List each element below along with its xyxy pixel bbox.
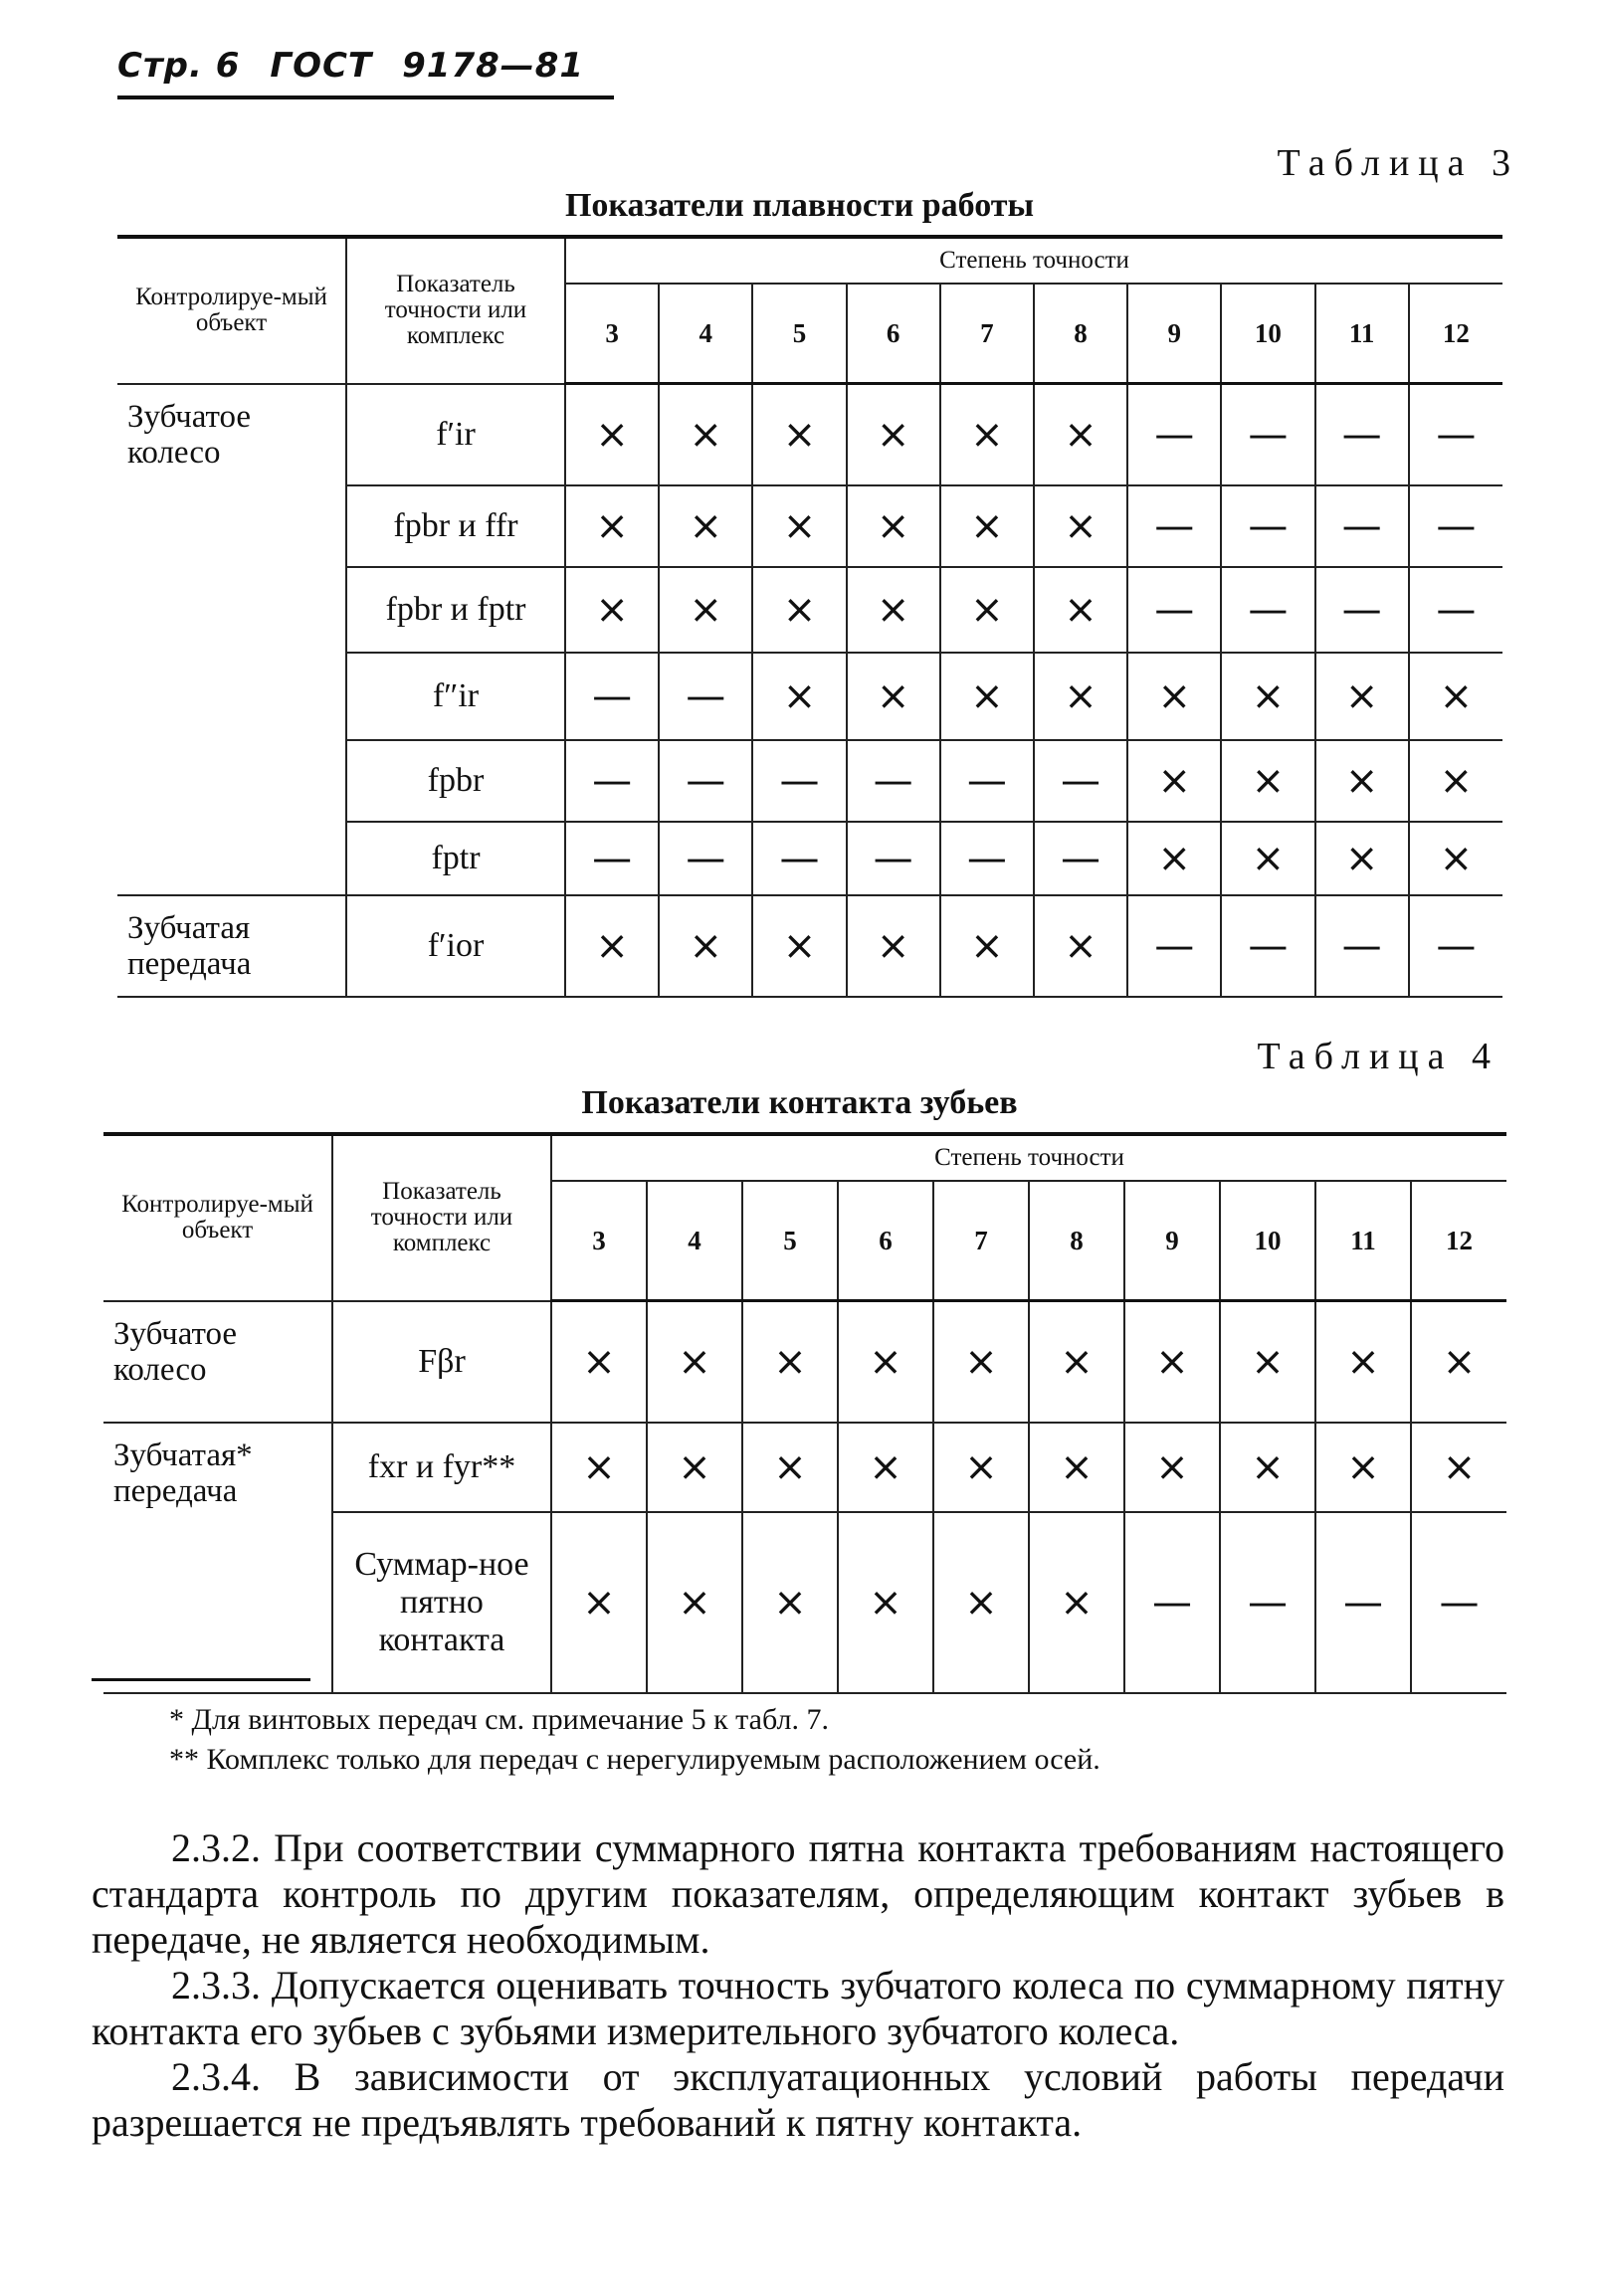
paragraph-2-3-4: 2.3.4. В зависимости от эксплуатационных условий работы передачи разрешается не предъявлять требований к пятну контакта. xyxy=(92,2054,1504,2145)
table3-mark-cell: × xyxy=(1127,653,1221,740)
table4-mark-cell: × xyxy=(551,1423,647,1512)
table4-degree-12: 12 xyxy=(1411,1181,1506,1301)
table3-mark-cell: — xyxy=(1034,740,1127,822)
table4-mark-cell: — xyxy=(1411,1512,1506,1693)
table4-param-cell: fxr и fyr** xyxy=(332,1423,551,1512)
table4-label: Таблица 4 xyxy=(1257,1036,1499,1077)
table4-degree-10: 10 xyxy=(1220,1181,1315,1301)
table4-mark-cell: × xyxy=(647,1512,742,1693)
table3-mark-cell: × xyxy=(1409,822,1502,895)
table3-mark-cell: × xyxy=(940,895,1034,997)
paragraph-2-3-2: 2.3.2. При соответствии суммарного пятна контакта требованиям настоящего стандарта контроль по другим показателям, определяющим контакт зубьев в передаче, не является необходимым. xyxy=(92,1825,1504,1962)
table4-mark-cell: — xyxy=(1220,1512,1315,1693)
table3-mark-cell: — xyxy=(752,822,846,895)
table3-mark-cell: × xyxy=(659,567,752,653)
table3-col-object-header: Контролируе-мый объект xyxy=(117,237,346,384)
table4-mark-cell: × xyxy=(1029,1301,1124,1423)
table4-mark-cell: × xyxy=(933,1423,1029,1512)
table3-mark-cell: × xyxy=(752,653,846,740)
table3-label: Таблица 3 xyxy=(1277,142,1519,184)
table3-degree-3: 3 xyxy=(565,284,659,384)
table3-mark-cell: × xyxy=(1409,653,1502,740)
table4-param-cell: Суммар-ное пятно контакта xyxy=(332,1512,551,1693)
table3-mark-cell: × xyxy=(847,653,940,740)
table4-mark-cell: × xyxy=(1124,1423,1220,1512)
table4-mark-cell: × xyxy=(1124,1301,1220,1423)
table4-object-cell: Зубчатое колесо xyxy=(103,1301,332,1423)
table3-degree-11: 11 xyxy=(1315,284,1409,384)
table3-mark-cell: — xyxy=(659,653,752,740)
table-row xyxy=(117,384,1502,485)
table3-mark-cell: × xyxy=(847,384,940,485)
table4-mark-cell: × xyxy=(647,1301,742,1423)
table4-degree-7: 7 xyxy=(933,1181,1029,1301)
table3-mark-cell: × xyxy=(940,653,1034,740)
table3-param-cell: fpbr и ffr xyxy=(346,485,565,567)
table4-mark-cell: × xyxy=(647,1423,742,1512)
table3-mark-cell: × xyxy=(847,567,940,653)
table3-mark-cell: × xyxy=(752,895,846,997)
table4-degree-9: 9 xyxy=(1124,1181,1220,1301)
table3-mark-cell: × xyxy=(752,384,846,485)
table3-mark-cell: — xyxy=(847,740,940,822)
body-text xyxy=(92,1825,1504,2146)
paragraph-2-3-3: 2.3.3. Допускается оценивать точность зубчатого колеса по суммарному пятну контакта его зубьев с зубьями измерительного зубчатого колеса. xyxy=(92,1963,1504,2053)
table3-mark-cell: — xyxy=(1315,567,1409,653)
table3-degree-10: 10 xyxy=(1221,284,1314,384)
table4-param-cell: Fβr xyxy=(332,1301,551,1423)
table3-mark-cell: × xyxy=(1127,822,1221,895)
table4-mark-cell: × xyxy=(1411,1301,1506,1423)
table4-mark-cell: × xyxy=(1315,1301,1411,1423)
table3-mark-cell: — xyxy=(1127,384,1221,485)
footnote-rule xyxy=(92,1678,310,1681)
table3-mark-cell: × xyxy=(1034,384,1127,485)
table3-title: Показатели плавности работы xyxy=(564,187,1035,224)
table4-col-object-header: Контролируе-мый объект xyxy=(103,1134,332,1301)
table3-mark-cell: × xyxy=(1221,740,1314,822)
table3-degree-6: 6 xyxy=(847,284,940,384)
table3-mark-cell: × xyxy=(659,895,752,997)
standard-number: 9178—81 xyxy=(402,46,585,86)
table4-mark-cell: × xyxy=(838,1512,933,1693)
table3-mark-cell: × xyxy=(659,485,752,567)
table3-mark-cell: — xyxy=(1221,895,1314,997)
table4-mark-cell: × xyxy=(838,1301,933,1423)
table3-mark-cell: — xyxy=(565,822,659,895)
table3-degree-7: 7 xyxy=(940,284,1034,384)
table3-mark-cell: × xyxy=(1034,567,1127,653)
table4-mark-cell: × xyxy=(1220,1423,1315,1512)
table3-mark-cell: × xyxy=(1221,653,1314,740)
table4-mark-cell: × xyxy=(742,1301,838,1423)
table3-mark-cell: × xyxy=(1409,740,1502,822)
table3-mark-cell: — xyxy=(659,740,752,822)
table3-degree-12: 12 xyxy=(1409,284,1502,384)
table4-degree-11: 11 xyxy=(1315,1181,1411,1301)
table4-mark-cell: × xyxy=(551,1512,647,1693)
table3-mark-cell: — xyxy=(1127,567,1221,653)
table3-mark-cell: × xyxy=(565,485,659,567)
table3-mark-cell: — xyxy=(1127,485,1221,567)
table3-mark-cell: — xyxy=(1127,895,1221,997)
table3-mark-cell: — xyxy=(1221,384,1314,485)
footnote-2: ** Комплекс только для передач с нерегулируемым расположением осей. xyxy=(169,1743,1100,1776)
table4-mark-cell: × xyxy=(1315,1423,1411,1512)
table3-mark-cell: — xyxy=(1409,895,1502,997)
table3-mark-cell: × xyxy=(847,895,940,997)
page-header xyxy=(117,46,614,99)
table3-mark-cell: × xyxy=(1315,740,1409,822)
table4-degree-8: 8 xyxy=(1029,1181,1124,1301)
table3-degree-8: 8 xyxy=(1034,284,1127,384)
table3-mark-cell: × xyxy=(1315,822,1409,895)
table3-mark-cell: — xyxy=(1409,384,1502,485)
table3-degree-9: 9 xyxy=(1127,284,1221,384)
table3-mark-cell: — xyxy=(847,822,940,895)
table4-degree-6: 6 xyxy=(838,1181,933,1301)
table3-param-cell: fptr xyxy=(346,822,565,895)
table3-mark-cell: × xyxy=(1315,653,1409,740)
table3-mark-cell: × xyxy=(940,567,1034,653)
table3-param-cell: fpbr xyxy=(346,740,565,822)
table3-mark-cell: × xyxy=(1034,895,1127,997)
table4-mark-cell: × xyxy=(1220,1301,1315,1423)
table3-object-cell: Зубчатое колесо xyxy=(117,384,346,895)
table4-mark-cell: × xyxy=(1411,1423,1506,1512)
table3-degree-4: 4 xyxy=(659,284,752,384)
table3-mark-cell: — xyxy=(1315,485,1409,567)
table4-mark-cell: × xyxy=(742,1512,838,1693)
table3-mark-cell: — xyxy=(565,653,659,740)
table3-mark-cell: — xyxy=(1409,567,1502,653)
table3-mark-cell: × xyxy=(1127,740,1221,822)
table3-degree-5: 5 xyxy=(752,284,846,384)
table4-title: Показатели контакта зубьев xyxy=(581,1084,1018,1121)
page-number: Стр. 6 xyxy=(117,46,241,86)
table4-degree-header: Степень точности xyxy=(551,1134,1506,1181)
table3-mark-cell: — xyxy=(1034,822,1127,895)
table3-mark-cell: × xyxy=(847,485,940,567)
table-row xyxy=(117,895,1502,997)
footnote-1: * Для винтовых передач см. примечание 5 к табл. 7. xyxy=(169,1703,829,1736)
table4-object-cell: Зубчатая* передача xyxy=(103,1423,332,1693)
table3-mark-cell: × xyxy=(752,567,846,653)
table3-param-cell: f′ir xyxy=(346,384,565,485)
table3-mark-cell: — xyxy=(659,822,752,895)
table4-mark-cell: × xyxy=(1029,1423,1124,1512)
table4-mark-cell: × xyxy=(742,1423,838,1512)
table3-mark-cell: — xyxy=(940,740,1034,822)
table3-mark-cell: — xyxy=(1221,485,1314,567)
table3-mark-cell: — xyxy=(752,740,846,822)
table3-col-param-header: Показатель точности или комплекс xyxy=(346,237,565,384)
table3-param-cell: f′ior xyxy=(346,895,565,997)
table4-mark-cell: × xyxy=(838,1423,933,1512)
table-row xyxy=(103,1423,1506,1512)
table4-mark-cell: × xyxy=(1029,1512,1124,1693)
table3-mark-cell: × xyxy=(752,485,846,567)
table4-mark-cell: × xyxy=(933,1301,1029,1423)
table3-mark-cell: × xyxy=(1034,485,1127,567)
table3-mark-cell: × xyxy=(1221,822,1314,895)
table3-mark-cell: — xyxy=(1409,485,1502,567)
table3-mark-cell: × xyxy=(940,384,1034,485)
table3-param-cell: fpbr и fptr xyxy=(346,567,565,653)
table3-object-cell: Зубчатая передача xyxy=(117,895,346,997)
table3-mark-cell: × xyxy=(659,384,752,485)
table4-mark-cell: × xyxy=(933,1512,1029,1693)
table3-mark-cell: — xyxy=(1221,567,1314,653)
table3-mark-cell: — xyxy=(1315,384,1409,485)
table3-mark-cell: — xyxy=(1315,895,1409,997)
table4-degree-5: 5 xyxy=(742,1181,838,1301)
table3-mark-cell: × xyxy=(1034,653,1127,740)
table3-degree-header: Степень точности xyxy=(565,237,1502,284)
table4 xyxy=(103,1132,1506,1694)
table4-degree-4: 4 xyxy=(647,1181,742,1301)
table3-mark-cell: × xyxy=(565,567,659,653)
table-row xyxy=(103,1301,1506,1423)
table3-mark-cell: — xyxy=(565,740,659,822)
table3-mark-cell: — xyxy=(940,822,1034,895)
table4-degree-3: 3 xyxy=(551,1181,647,1301)
table3-mark-cell: × xyxy=(565,895,659,997)
table4-mark-cell: — xyxy=(1124,1512,1220,1693)
table4-col-param-header: Показатель точности или комплекс xyxy=(332,1134,551,1301)
standard-name: ГОСТ xyxy=(270,46,373,86)
table3 xyxy=(117,235,1502,998)
table3-mark-cell: × xyxy=(565,384,659,485)
table4-mark-cell: × xyxy=(551,1301,647,1423)
table3-param-cell: f″ir xyxy=(346,653,565,740)
table3-mark-cell: × xyxy=(940,485,1034,567)
table4-mark-cell: — xyxy=(1315,1512,1411,1693)
